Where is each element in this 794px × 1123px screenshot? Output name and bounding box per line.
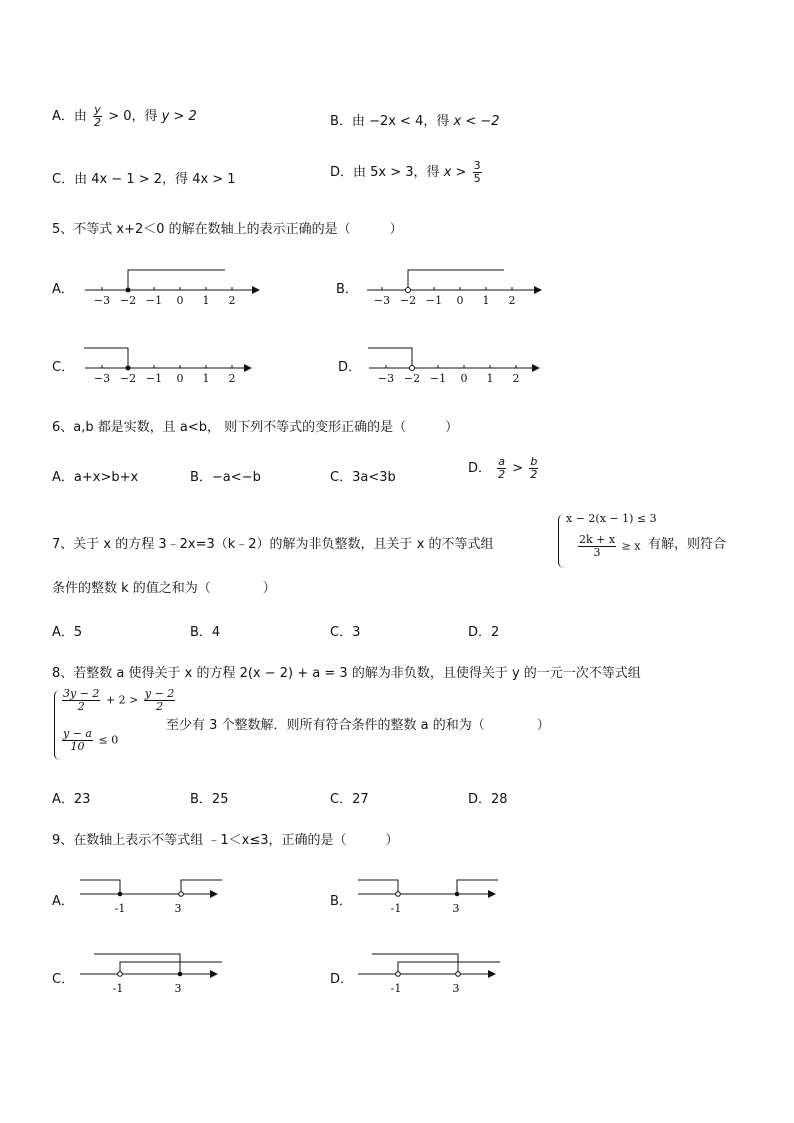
q9-label-b: B．	[330, 894, 352, 909]
q7-option-d: D．2	[468, 625, 500, 640]
tick-label: -1	[112, 982, 124, 995]
q7-option-a: A．5	[52, 625, 83, 640]
tick-label: 2	[508, 294, 516, 307]
q9-number-line-b	[354, 872, 504, 916]
tick-label: 2	[228, 294, 236, 307]
tick-label: −3	[373, 294, 391, 307]
tick-label: −2	[399, 294, 417, 307]
q4-option-c: C．由 4x − 1 > 2，得 4x > 1	[52, 172, 236, 187]
tick-label: −1	[425, 294, 443, 307]
q6-option-a: A．a+x>b+x	[52, 470, 139, 485]
q6-option-d: D． $\frac{a}{2}$ > $\frac{b}{2}$	[468, 455, 538, 481]
q8-option-a: A．23	[52, 792, 91, 807]
tick-label: 1	[202, 294, 210, 307]
tick-label: -1	[390, 982, 402, 995]
q9-label-a: A．	[52, 894, 74, 909]
q7-stem-post: 有解，则符合	[648, 537, 727, 552]
tick-label: 2	[228, 372, 236, 385]
q7-system-brace	[558, 514, 565, 568]
tick-label: −1	[429, 372, 447, 385]
q5-number-line-d	[364, 340, 544, 386]
tick-label: 0	[456, 294, 464, 307]
q5-number-line-a	[80, 262, 260, 308]
q9-label-c: C．	[52, 972, 75, 987]
q5-stem: 5、不等式 x+2＜0 的解在数轴上的表示正确的是（ ）	[52, 222, 403, 237]
q8-option-d: D．28	[468, 792, 508, 807]
q8-stem-post: 至少有 3 个整数解．则所有符合条件的整数 a 的和为（ ）	[166, 718, 550, 733]
tick-label: −3	[93, 294, 111, 307]
tick-label: 0	[176, 372, 184, 385]
q7-option-b: B．4	[190, 625, 221, 640]
q4-option-b: B．由 −2x < 4，得 x < −2	[330, 114, 500, 129]
q9-number-line-d	[354, 948, 504, 996]
q6-option-c: C．3a<3b	[330, 470, 396, 485]
tick-label: 3	[452, 902, 460, 915]
q7-option-c: C．3	[330, 625, 361, 640]
q5-number-line-b	[362, 262, 542, 308]
tick-label: 3	[174, 982, 182, 995]
q9-stem: 9、在数轴上表示不等式组 ﹣1＜x≤3，正确的是（ ）	[52, 833, 399, 848]
tick-label: −1	[145, 372, 163, 385]
q7-stem-line2: 条件的整数 k 的值之和为（ ）	[52, 581, 276, 596]
q8-option-c: C．27	[330, 792, 369, 807]
tick-label: 0	[176, 294, 184, 307]
tick-label: 3	[452, 982, 460, 995]
tick-label: −2	[403, 372, 421, 385]
tick-label: -1	[390, 902, 402, 915]
tick-label: 3	[174, 902, 182, 915]
tick-label: −2	[119, 372, 137, 385]
tick-label: 1	[202, 372, 210, 385]
tick-label: −3	[93, 372, 111, 385]
q5-label-d: D．	[338, 360, 362, 375]
q8-stem: 8、若整数 a 使得关于 x 的方程 2(x − 2) + a = 3 的解为非负数，且使得关于 y 的一元一次不等式组	[52, 666, 641, 681]
q5-number-line-c	[80, 340, 260, 386]
tick-label: 1	[486, 372, 494, 385]
q8-system-line1: $\frac{3y - 2}{2}$ + 2 > $\frac{y - 2}{2}$	[63, 687, 175, 713]
q9-number-line-c	[76, 948, 226, 996]
q9-label-d: D．	[330, 972, 354, 987]
tick-label: −1	[145, 294, 163, 307]
q9-number-line-a	[76, 872, 226, 916]
q4-option-a: A．由 $\frac{y}{2}$ > 0，得 y > 2	[52, 103, 197, 129]
q6-option-b: B．−a<−b	[190, 470, 261, 485]
q4-option-d: D．由 5x > 3，得 x > $\frac{3}{5}$	[330, 159, 481, 185]
tick-label: −2	[119, 294, 137, 307]
tick-label: 0	[460, 372, 468, 385]
q8-option-b: B．25	[190, 792, 229, 807]
tick-label: 2	[512, 372, 520, 385]
tick-label: −3	[377, 372, 395, 385]
q5-label-c: C．	[52, 360, 75, 375]
tick-label: 1	[482, 294, 490, 307]
q7-system-line1: x − 2(x − 1) ≤ 3	[566, 512, 657, 525]
q5-label-a: A．	[52, 282, 74, 297]
q7-stem: 7、关于 x 的方程 3﹣2x=3（k﹣2）的解为非负整数，且关于 x 的不等式组	[52, 537, 494, 552]
q5-label-b: B．	[336, 282, 358, 297]
q6-stem: 6、a,b 都是实数，且 a<b， 则下列不等式的变形正确的是（ ）	[52, 420, 459, 435]
q8-system-line2: $\frac{y - a}{10}$ ≤ 0	[63, 727, 119, 753]
q7-system-line2: $\frac{2k + x}{3}$ ≥ x	[579, 533, 641, 559]
tick-label: -1	[114, 902, 126, 915]
